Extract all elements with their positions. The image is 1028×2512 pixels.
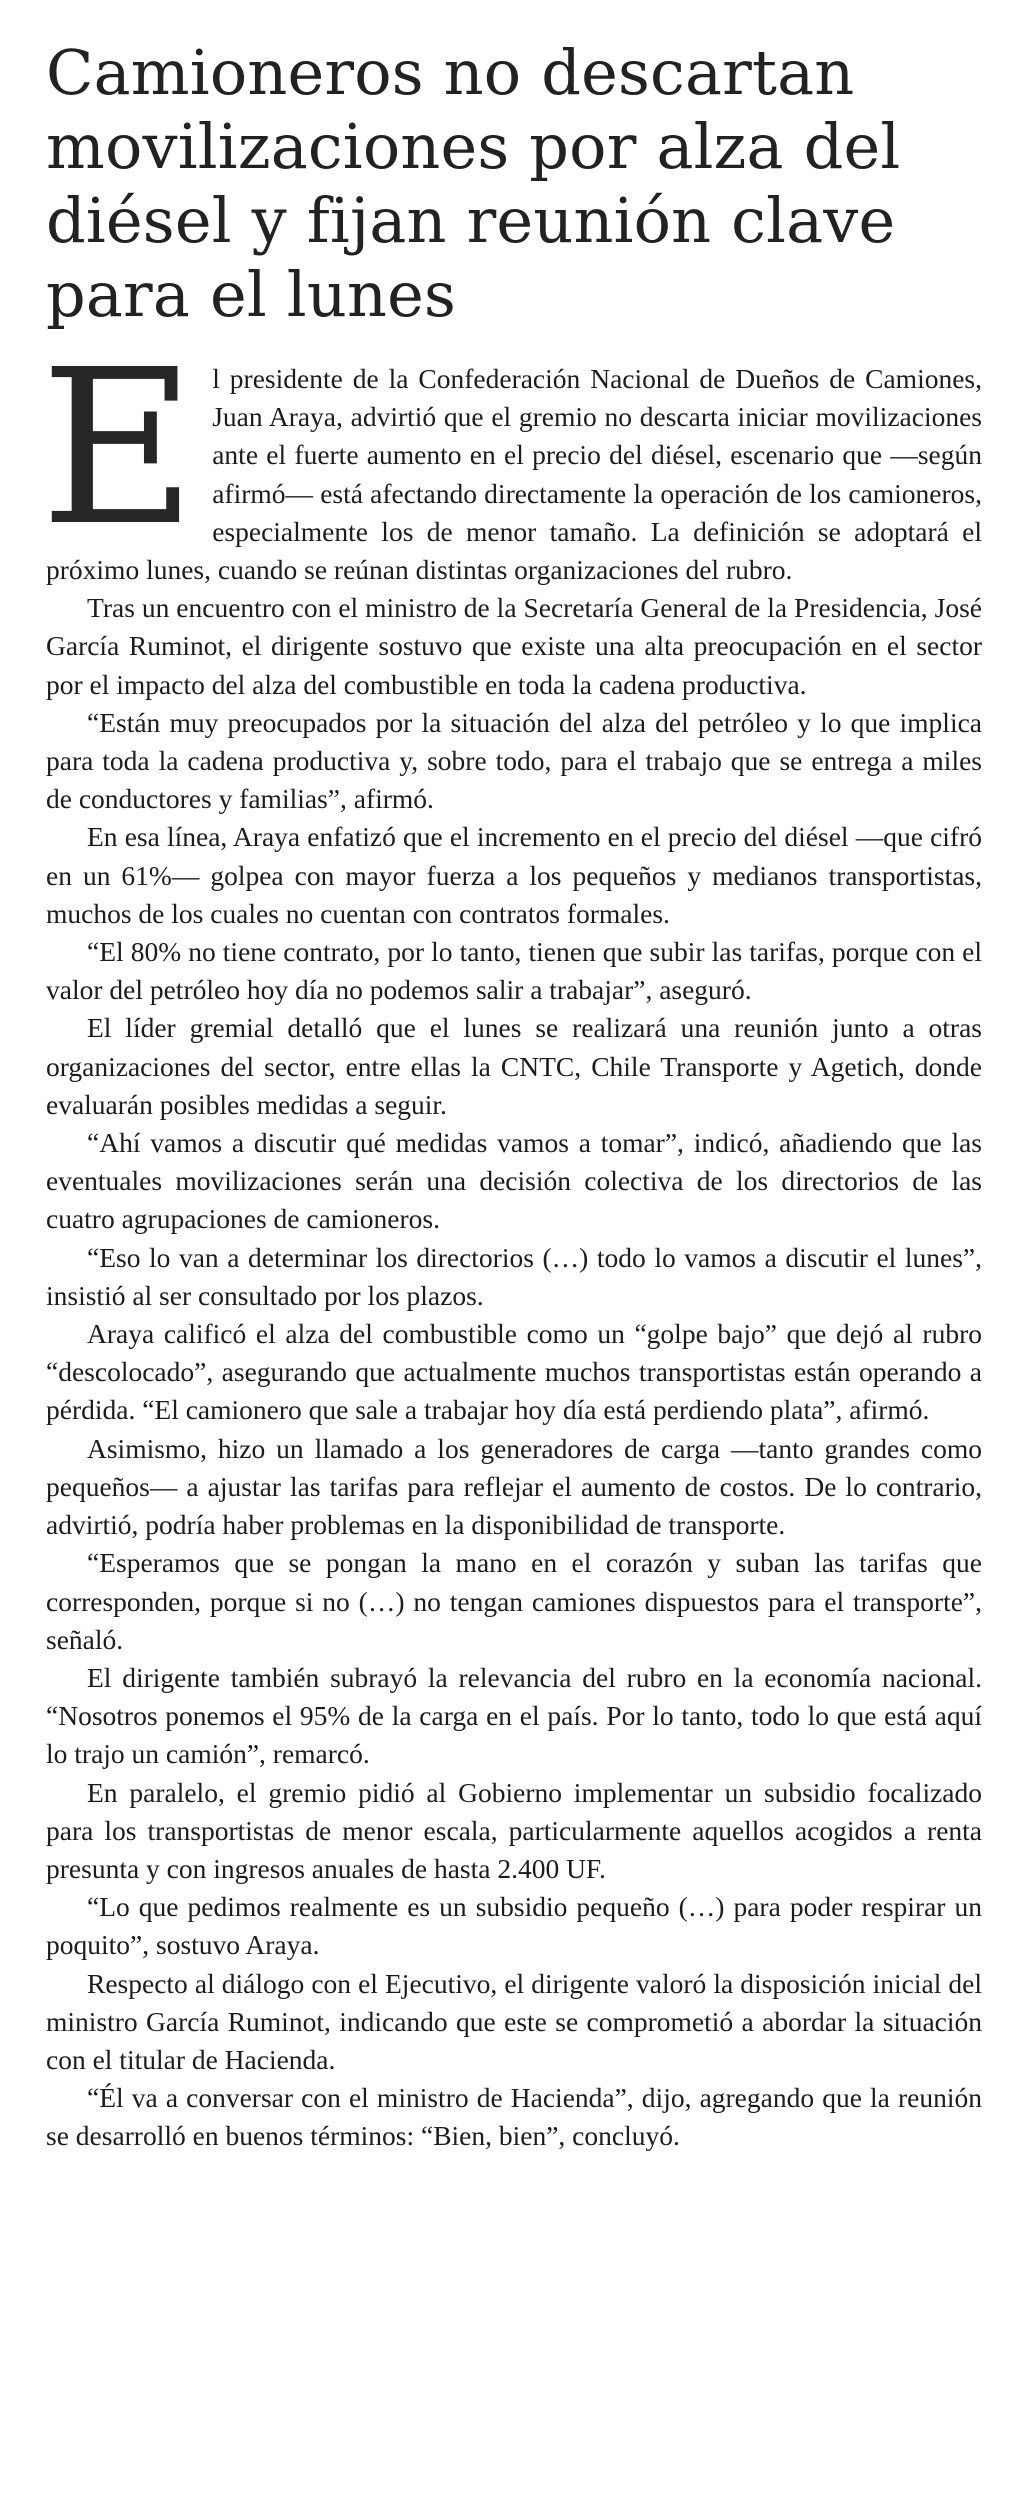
lead-paragraph-text: l presidente de la Confederación Nacional de Dueños de Camiones, Juan Araya, advirtió que el gremio no descarta iniciar movilizaciones ante el fuerte aumento en el precio del diésel, escenario que —según afirmó— está afectando directamente la operación de los camioneros, especialmente los de menor tamaño. La definición se adoptará el próximo lunes, cuando se reúnan distintas organizaciones del rubro. [46, 363, 982, 586]
body-paragraph: “Lo que pedimos realmente es un subsidio pequeño (…) para poder respirar un poquito”, sostuvo Araya. [46, 1891, 982, 1961]
body-paragraph: “Eso lo van a determinar los directorios (…) todo lo vamos a discutir el lunes”, insistió al ser consultado por los plazos. [46, 1241, 982, 1311]
body-paragraph: “El 80% no tiene contrato, por lo tanto, tienen que subir las tarifas, porque con el valor del petróleo hoy día no podemos salir a trabajar”, aseguró. [46, 936, 982, 1006]
body-paragraph: Tras un encuentro con el ministro de la Secretaría General de la Presidencia, José García Ruminot, el dirigente sostuvo que existe una alta preocupación en el sector por el impacto del alza del combustible en toda la cadena productiva. [46, 592, 982, 700]
body-paragraph: En paralelo, el gremio pidió al Gobierno implementar un subsidio focalizado para los transportistas de menor escala, particularmente aquellos acogidos a renta presunta y con ingresos anuales de hasta 2.400 UF. [46, 1776, 982, 1884]
body-paragraph: El líder gremial detalló que el lunes se realizará una reunión junto a otras organizaciones del sector, entre ellas la CNTC, Chile Transporte y Agetich, donde evaluarán posibles medidas a seguir. [46, 1012, 982, 1120]
body-paragraph: En esa línea, Araya enfatizó que el incremento en el precio del diésel —que cifró en un 61%— golpea con mayor fuerza a los pequeños y medianos transportistas, muchos de los cuales no cuentan con contratos formales. [46, 821, 982, 929]
body-paragraph: “Esperamos que se pongan la mano en el corazón y suban las tarifas que corresponden, porque si no (…) no tengan camiones dispuestos para el transporte”, señaló. [46, 1547, 982, 1655]
body-paragraph: Respecto al diálogo con el Ejecutivo, el dirigente valoró la disposición inicial del ministro García Ruminot, indicando que este se comprometió a abordar la situación con el titular de Hacienda. [46, 1967, 982, 2075]
lead-paragraph [40, 324, 982, 589]
body-paragraph: El dirigente también subrayó la relevancia del rubro en la economía nacional. “Nosotros ponemos el 95% de la carga en el país. Por lo tanto, todo lo que está aquí lo trajo un camión”, remarcó. [46, 1661, 982, 1770]
body-paragraph: Asimismo, hizo un llamado a los generadores de carga —tanto grandes como pequeños— a ajustar las tarifas para reflejar el aumento de costos. De lo contrario, advirtió, podría haber problemas en la disponibilidad de transporte. [46, 1432, 982, 1541]
drop-cap: E [40, 324, 197, 573]
article-headline: Camioneros no descartan movilizaciones por alza del diésel y fijan reunión clave para el lunes [46, 36, 901, 331]
body-paragraph: “Él va a conversar con el ministro de Hacienda”, dijo, agregando que la reunión se desarrolló en buenos términos: “Bien, bien”, concluyó. [46, 2082, 982, 2152]
body-paragraph: Araya calificó el alza del combustible como un “golpe bajo” que dejó al rubro “descolocado”, asegurando que actualmente muchos transportistas están operando a pérdida. “El camionero que sale a trabajar hoy día está perdiendo plata”, afirmó. [46, 1318, 982, 1426]
article-body [40, 324, 982, 2156]
body-paragraph: “Ahí vamos a discutir qué medidas vamos a tomar”, indicó, añadiendo que las eventuales movilizaciones serán una decisión colectiva de los directorios de las cuatro agrupaciones de camioneros. [46, 1127, 982, 1235]
body-paragraph: “Están muy preocupados por la situación del alza del petróleo y lo que implica para toda la cadena productiva y, sobre todo, para el trabajo que se entrega a miles de conductores y familias”, afirmó. [46, 706, 982, 815]
